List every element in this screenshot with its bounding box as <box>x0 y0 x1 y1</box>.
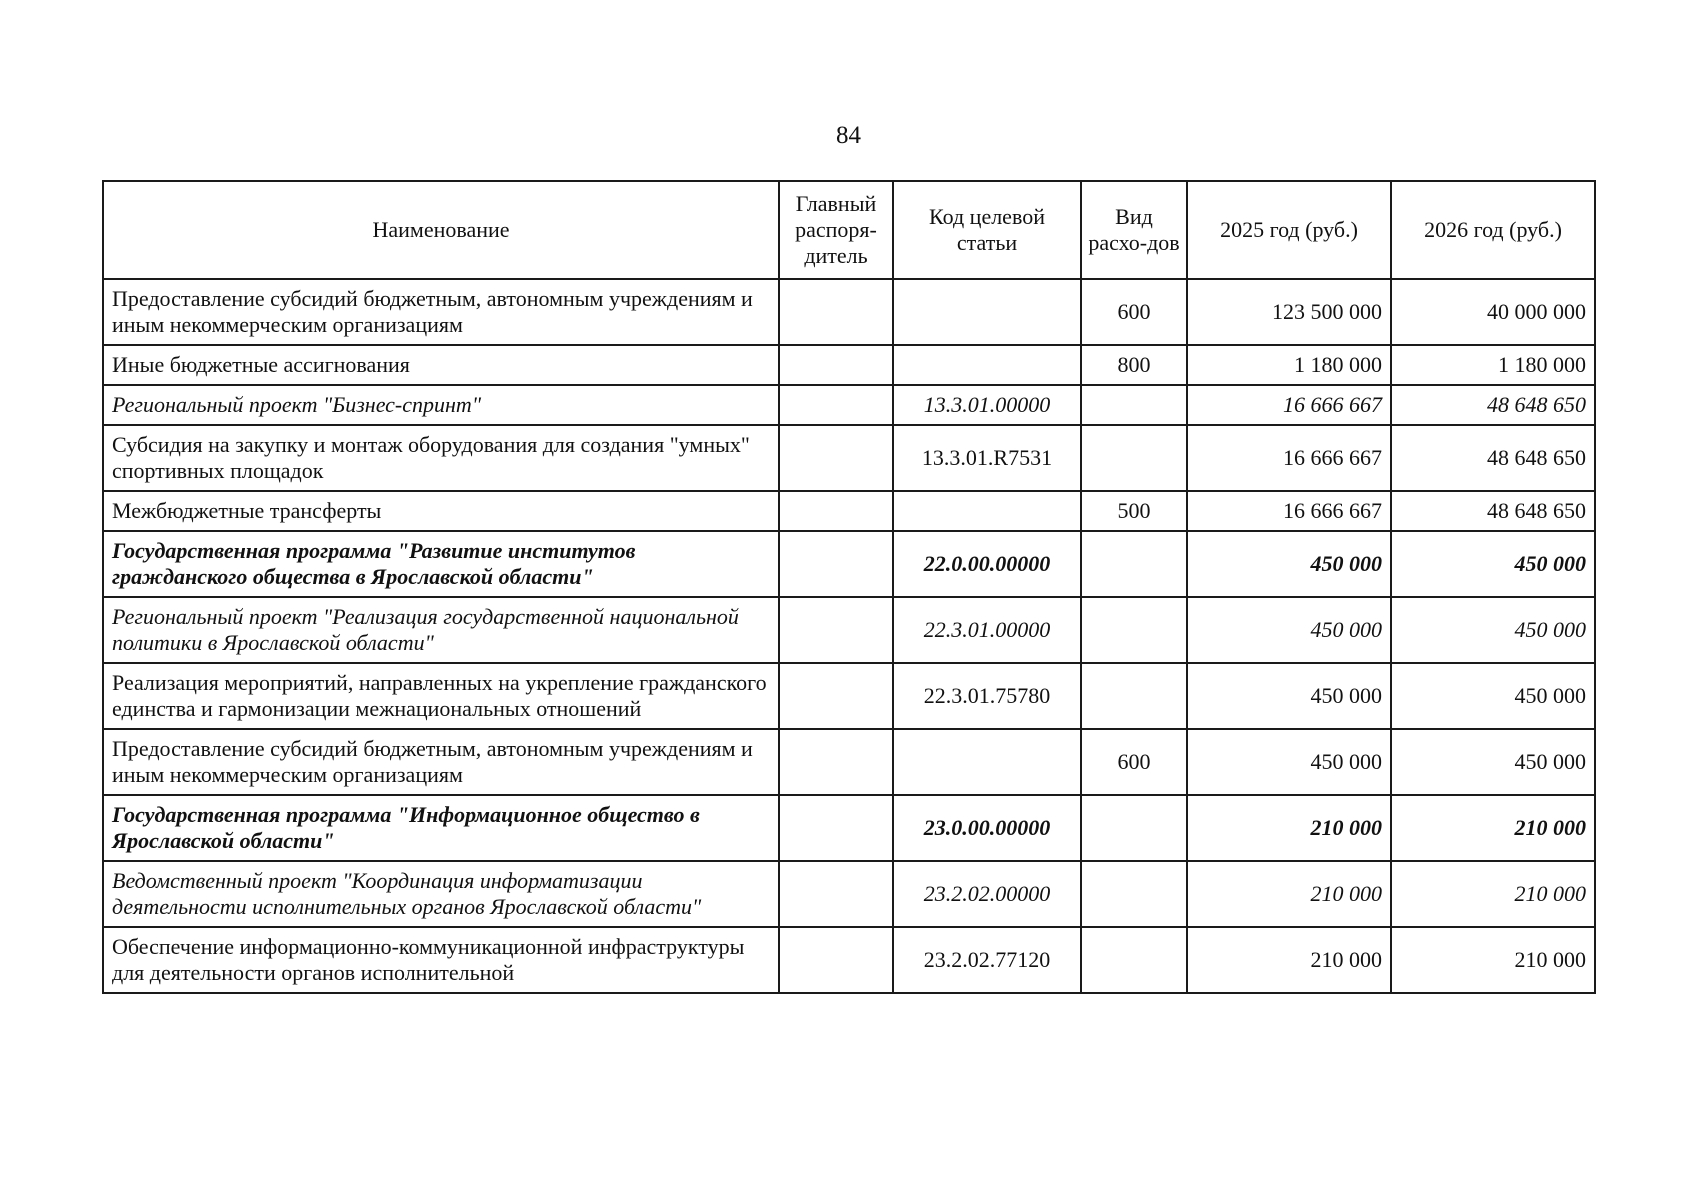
cell-target-code <box>893 345 1081 385</box>
cell-main-manager <box>779 491 893 531</box>
cell-year-2026: 48 648 650 <box>1391 425 1595 491</box>
cell-expense-type: 600 <box>1081 729 1187 795</box>
header-target-code: Код целевой статьи <box>893 181 1081 279</box>
cell-year-2026: 1 180 000 <box>1391 345 1595 385</box>
cell-year-2025: 210 000 <box>1187 861 1391 927</box>
cell-year-2025: 450 000 <box>1187 531 1391 597</box>
table-body <box>103 279 1595 993</box>
cell-year-2025: 450 000 <box>1187 663 1391 729</box>
cell-year-2026: 450 000 <box>1391 531 1595 597</box>
cell-main-manager <box>779 927 893 993</box>
cell-year-2026: 450 000 <box>1391 597 1595 663</box>
cell-name: Обеспечение информационно-коммуникационной инфраструктуры для деятельности органов исполнительной <box>103 927 779 993</box>
cell-expense-type <box>1081 795 1187 861</box>
cell-name: Субсидия на закупку и монтаж оборудования для создания "умных" спортивных площадок <box>103 425 779 491</box>
cell-target-code <box>893 279 1081 345</box>
table-row <box>103 425 1595 491</box>
table-row <box>103 385 1595 425</box>
cell-year-2026: 210 000 <box>1391 795 1595 861</box>
table-row <box>103 345 1595 385</box>
cell-year-2025: 16 666 667 <box>1187 491 1391 531</box>
table-row <box>103 663 1595 729</box>
cell-target-code: 23.2.02.77120 <box>893 927 1081 993</box>
budget-table <box>102 180 1596 994</box>
cell-main-manager <box>779 861 893 927</box>
cell-name: Межбюджетные трансферты <box>103 491 779 531</box>
cell-main-manager <box>779 385 893 425</box>
cell-target-code <box>893 729 1081 795</box>
cell-name: Иные бюджетные ассигнования <box>103 345 779 385</box>
cell-year-2025: 16 666 667 <box>1187 385 1391 425</box>
cell-target-code: 23.0.00.00000 <box>893 795 1081 861</box>
cell-main-manager <box>779 279 893 345</box>
cell-target-code <box>893 491 1081 531</box>
cell-name: Предоставление субсидий бюджетным, автономным учреждениям и иным некоммерческим организациям <box>103 729 779 795</box>
header-main-manager: Главный распоря-дитель <box>779 181 893 279</box>
cell-target-code: 23.2.02.00000 <box>893 861 1081 927</box>
cell-year-2025: 1 180 000 <box>1187 345 1391 385</box>
cell-year-2026: 48 648 650 <box>1391 491 1595 531</box>
cell-name: Региональный проект "Бизнес-спринт" <box>103 385 779 425</box>
cell-main-manager <box>779 597 893 663</box>
cell-expense-type <box>1081 597 1187 663</box>
cell-year-2026: 48 648 650 <box>1391 385 1595 425</box>
cell-target-code: 22.3.01.00000 <box>893 597 1081 663</box>
cell-expense-type <box>1081 385 1187 425</box>
cell-year-2026: 210 000 <box>1391 927 1595 993</box>
cell-year-2026: 450 000 <box>1391 729 1595 795</box>
cell-expense-type <box>1081 927 1187 993</box>
cell-year-2025: 16 666 667 <box>1187 425 1391 491</box>
cell-main-manager <box>779 729 893 795</box>
table-row <box>103 795 1595 861</box>
header-name: Наименование <box>103 181 779 279</box>
cell-name: Государственная программа "Информационное общество в Ярославской области" <box>103 795 779 861</box>
cell-target-code: 13.3.01.R7531 <box>893 425 1081 491</box>
cell-name: Региональный проект "Реализация государственной национальной политики в Ярославской области" <box>103 597 779 663</box>
cell-name: Предоставление субсидий бюджетным, автономным учреждениям и иным некоммерческим организациям <box>103 279 779 345</box>
cell-name: Ведомственный проект "Координация информатизации деятельности исполнительных органов Ярославской области" <box>103 861 779 927</box>
cell-year-2025: 210 000 <box>1187 795 1391 861</box>
cell-target-code: 13.3.01.00000 <box>893 385 1081 425</box>
cell-expense-type <box>1081 663 1187 729</box>
cell-main-manager <box>779 425 893 491</box>
cell-year-2025: 450 000 <box>1187 729 1391 795</box>
table-row <box>103 729 1595 795</box>
table-row <box>103 491 1595 531</box>
cell-year-2025: 123 500 000 <box>1187 279 1391 345</box>
cell-expense-type: 800 <box>1081 345 1187 385</box>
page-number: 84 <box>836 122 861 149</box>
cell-year-2026: 450 000 <box>1391 663 1595 729</box>
cell-target-code: 22.0.00.00000 <box>893 531 1081 597</box>
cell-year-2026: 40 000 000 <box>1391 279 1595 345</box>
header-year-2026: 2026 год (руб.) <box>1391 181 1595 279</box>
cell-expense-type: 600 <box>1081 279 1187 345</box>
table-row <box>103 927 1595 993</box>
table-header-row <box>103 181 1595 279</box>
cell-year-2025: 450 000 <box>1187 597 1391 663</box>
cell-expense-type: 500 <box>1081 491 1187 531</box>
cell-name: Государственная программа "Развитие институтов гражданского общества в Ярославской области" <box>103 531 779 597</box>
cell-expense-type <box>1081 531 1187 597</box>
cell-expense-type <box>1081 425 1187 491</box>
cell-main-manager <box>779 345 893 385</box>
table-row <box>103 531 1595 597</box>
cell-main-manager <box>779 531 893 597</box>
cell-target-code: 22.3.01.75780 <box>893 663 1081 729</box>
cell-name: Реализация мероприятий, направленных на укрепление гражданского единства и гармонизации межнациональных отношений <box>103 663 779 729</box>
cell-expense-type <box>1081 861 1187 927</box>
table-row <box>103 861 1595 927</box>
cell-main-manager <box>779 795 893 861</box>
header-year-2025: 2025 год (руб.) <box>1187 181 1391 279</box>
cell-year-2025: 210 000 <box>1187 927 1391 993</box>
table-row <box>103 597 1595 663</box>
cell-year-2026: 210 000 <box>1391 861 1595 927</box>
cell-main-manager <box>779 663 893 729</box>
header-expense-type: Вид расхо-дов <box>1081 181 1187 279</box>
table-row <box>103 279 1595 345</box>
